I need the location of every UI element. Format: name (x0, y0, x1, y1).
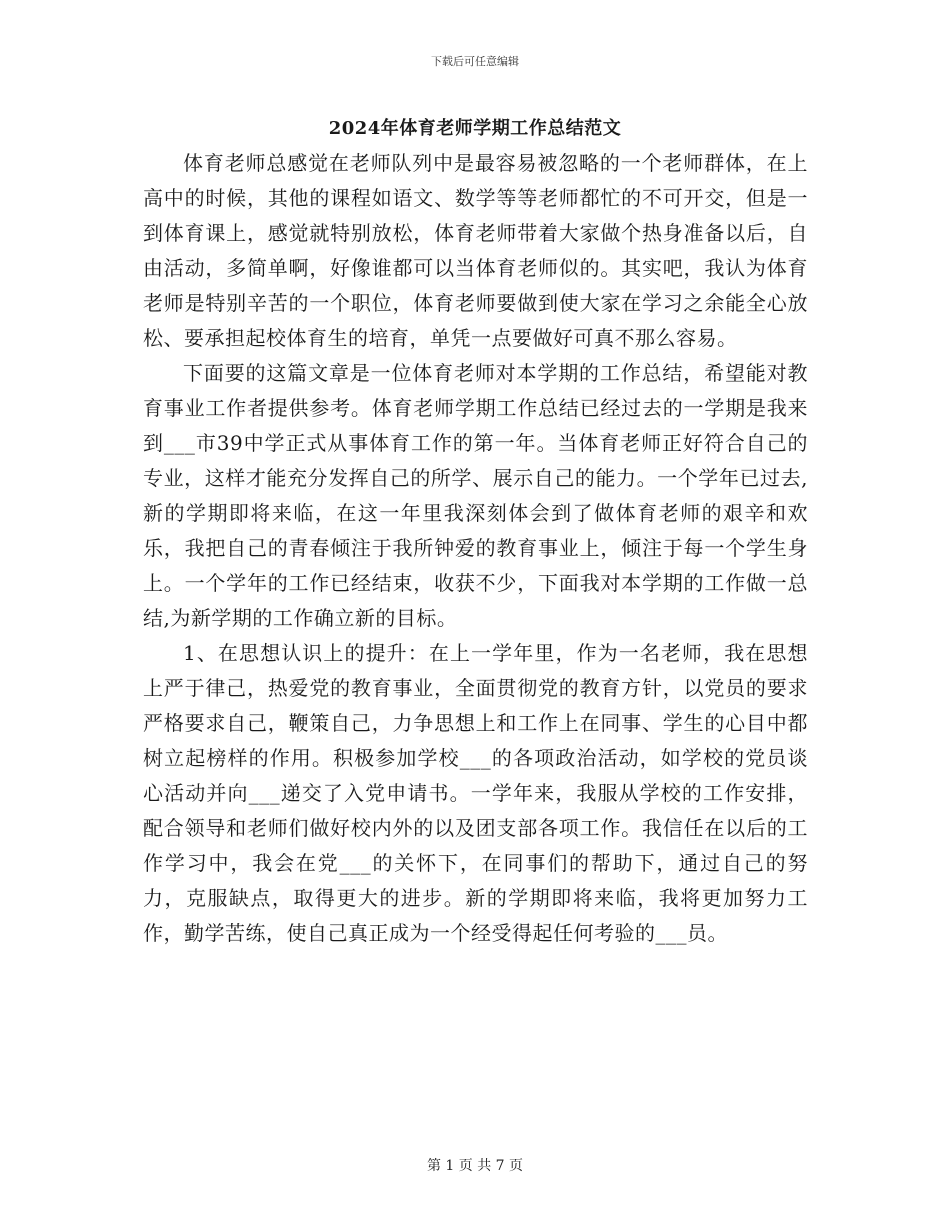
paragraph-summary-intro: 下面要的这篇文章是一位体育老师对本学期的工作总结，希望能对教育事业工作者提供参考。体育老师学期工作总结已经过去的一学期是我来到___市39中学正式从事体育工作的第一年。当体育老师正好符合自己的专业，这样才能充分发挥自己的所学、展示自己的能力。一个学年已过去,新的学期即将来临，在这一年里我深刻体会到了做体育老师的艰辛和欢乐，我把自己的青春倾注于我所钟爱的教育事业上，倾注于每一个学生身上。一个学年的工作已经结束，收获不少，下面我对本学期的工作做一总结,为新学期的工作确立新的目标。 (143, 361, 808, 630)
header-note: 下载后可任意编辑 (431, 55, 519, 68)
paragraph-intro: 体育老师总感觉在老师队列中是最容易被忽略的一个老师群体，在上高中的时候，其他的课程如语文、数学等等老师都忙的不可开交，但是一到体育课上，感觉就特别放松，体育老师带着大家做个热身准备以后，自由活动，多简单啊，好像谁都可以当体育老师似的。其实吧，我认为体育老师是特别辛苦的一个职位，体育老师要做到使大家在学习之余能全心放松、要承担起校体育生的培育，单凭一点要做好可真不那么容易。 (143, 151, 808, 350)
document-title: 2024年体育老师学期工作总结范文 (328, 118, 622, 139)
page-number: 第 1 页 共 7 页 (426, 1158, 524, 1174)
paragraph-ideology: 1、在思想认识上的提升：在上一学年里，作为一名老师，我在思想上严于律己，热爱党的教育事业，全面贯彻党的教育方针，以党员的要求严格要求自己，鞭策自己，力争思想上和工作上在同事、学生的心目中都树立起榜样的作用。积极参加学校___的各项政治活动，如学校的党员谈心活动并向___递交了入党申请书。一学年来，我服从学校的工作安排，配合领导和老师们做好校内外的以及团支部各项工作。我信任在以后的工作学习中，我会在党___的关怀下，在同事们的帮助下，通过自己的努力，克服缺点，取得更大的进步。新的学期即将来临，我将更加努力工作，勤学苦练，使自己真正成为一个经受得起任何考验的___员。 (143, 641, 808, 945)
document-body (143, 146, 808, 951)
